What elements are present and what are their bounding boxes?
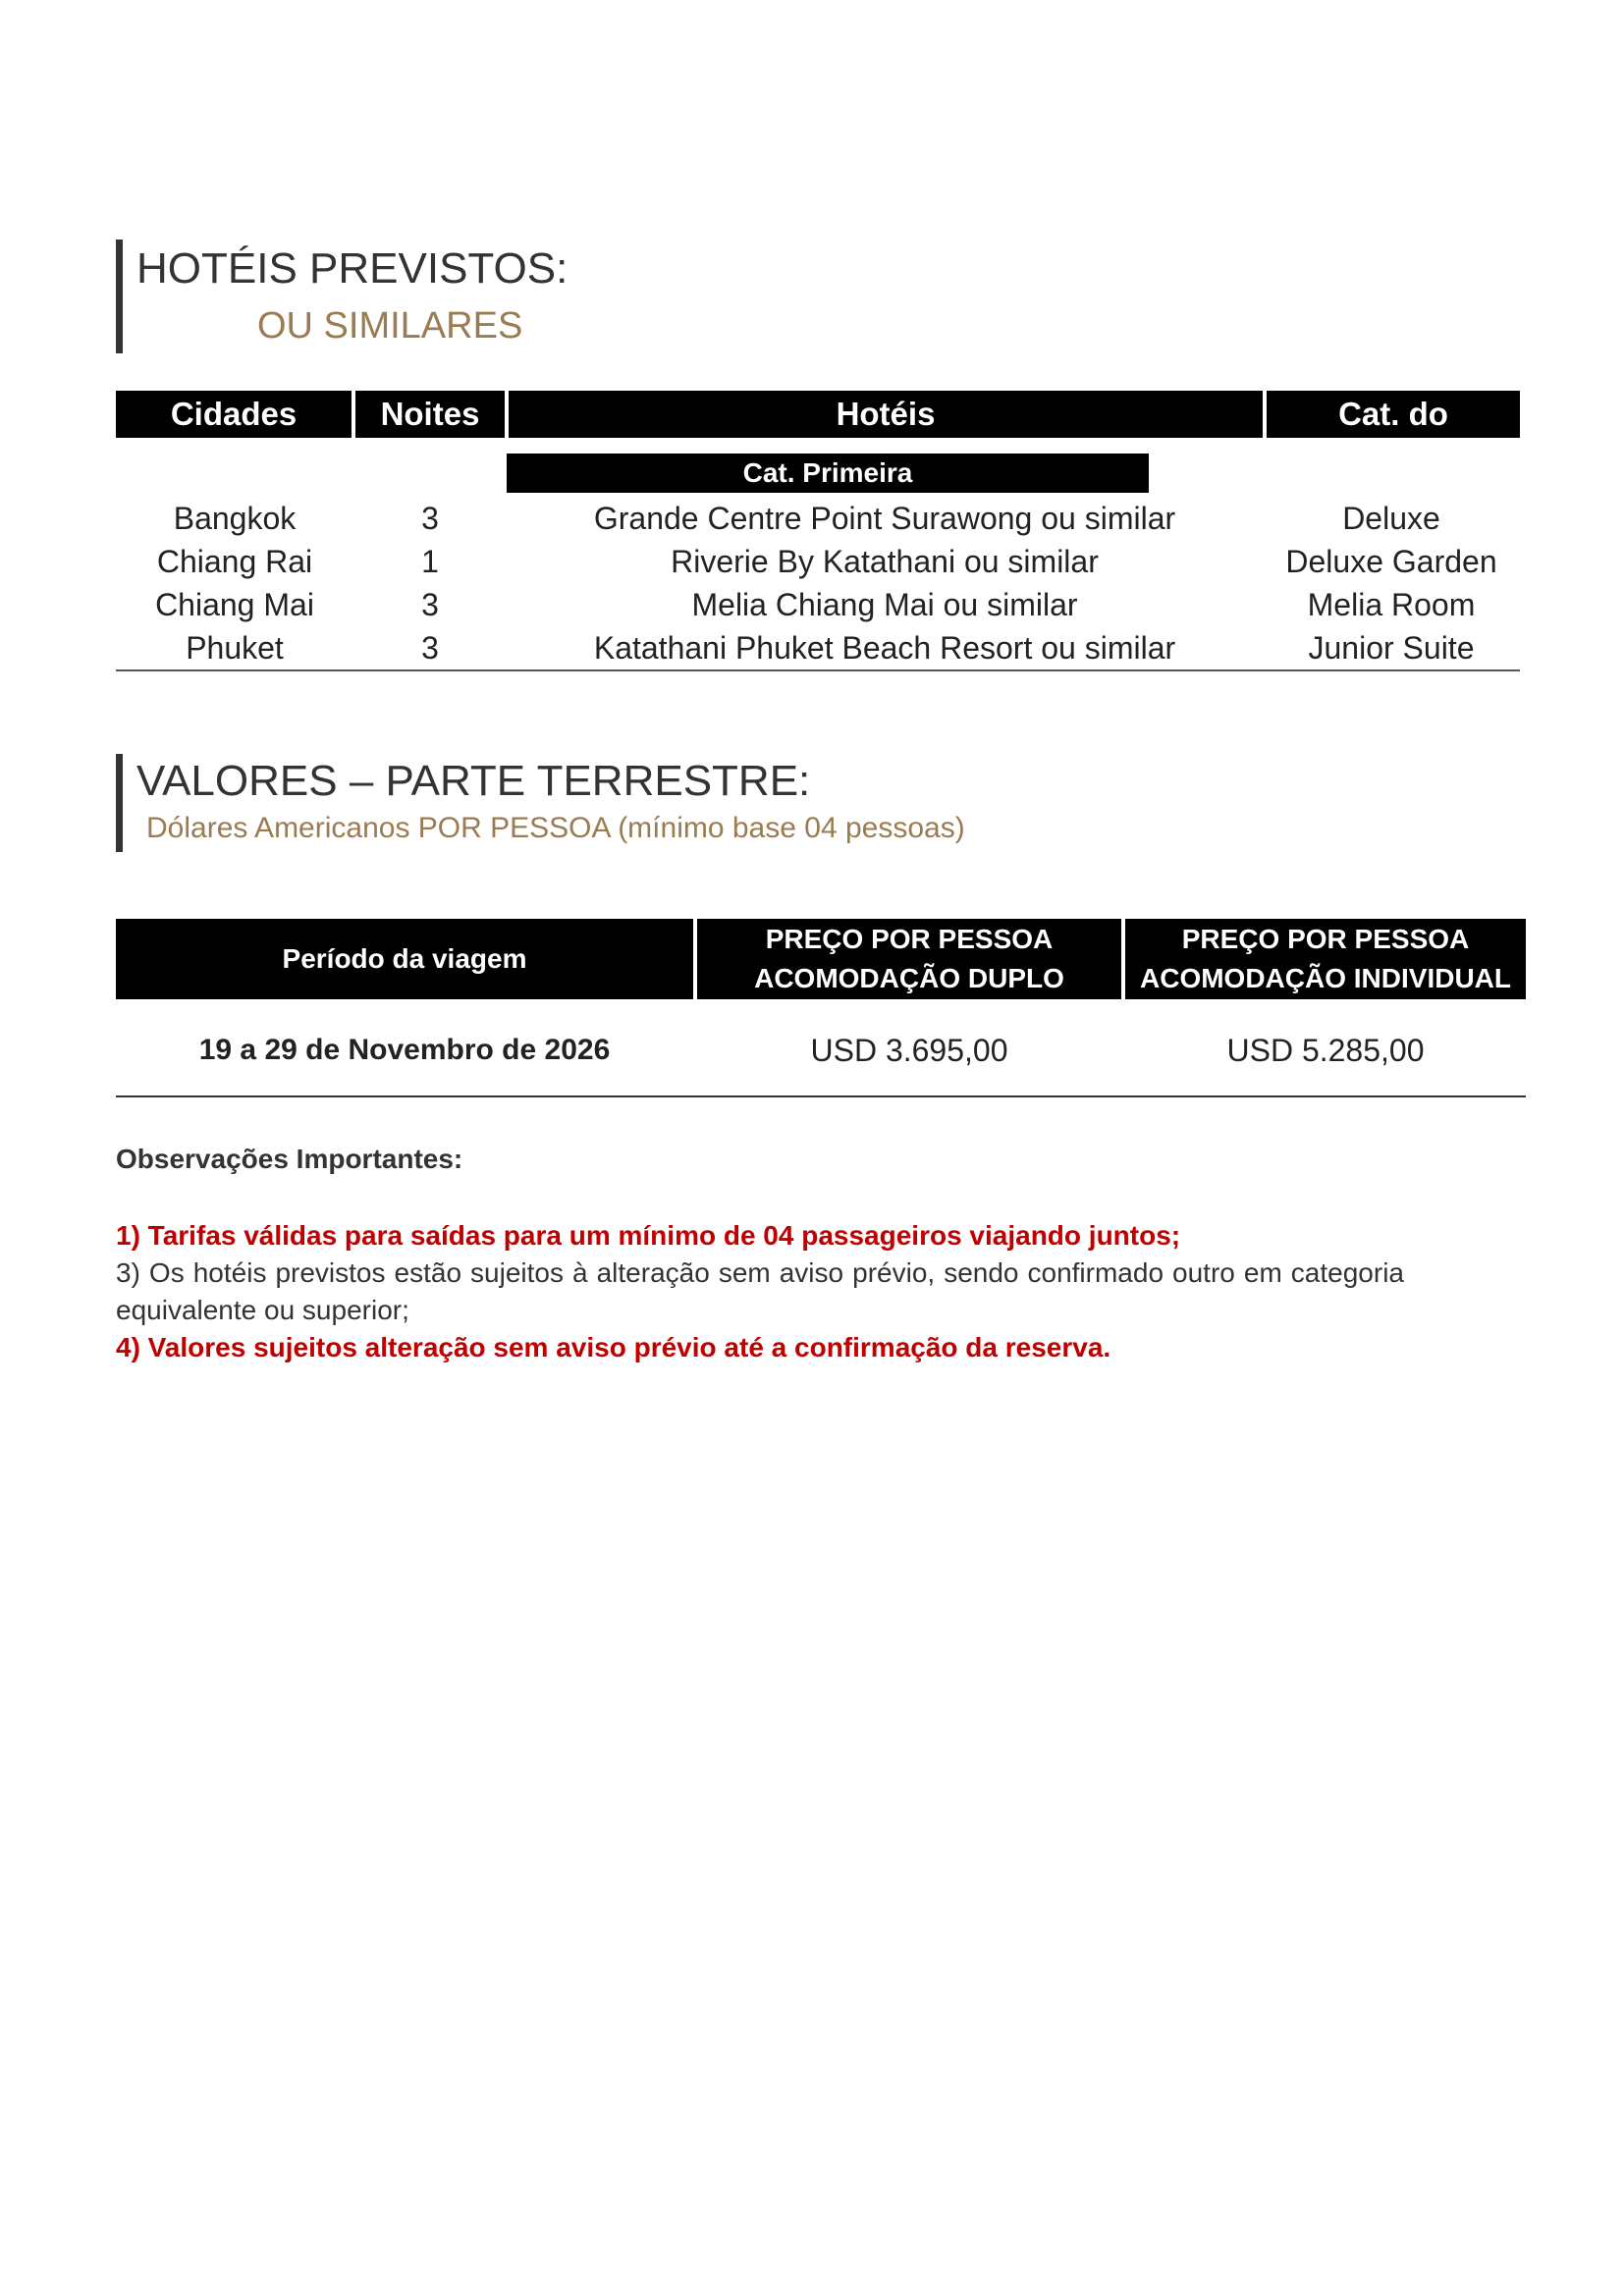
table-row — [116, 540, 1520, 583]
city-cell: Bangkok — [173, 501, 297, 536]
values-subtitle: Dólares Americanos POR PESSOA (mínimo base 04 pessoas) — [146, 812, 965, 844]
city-cell: Chiang Mai — [155, 587, 314, 622]
nights-cell: 3 — [421, 501, 439, 536]
column-header-room-category: Cat. do Apartamento — [1267, 391, 1520, 438]
room-category-cell: Melia Room — [1307, 587, 1476, 622]
hotels-section-heading — [116, 240, 568, 353]
notes-title: Observações Importantes: — [116, 1144, 463, 1174]
values-section-heading — [116, 754, 965, 852]
city-cell: Chiang Rai — [156, 544, 313, 579]
single-header-line2: ACOMODAÇÃO INDIVIDUAL — [1140, 963, 1511, 993]
table-row — [116, 583, 1520, 626]
column-header-double-price — [697, 919, 1121, 999]
price-table-header — [116, 919, 1526, 999]
single-price-cell: USD 5.285,00 — [1226, 1033, 1425, 1068]
hotels-subtitle: OU SIMILARES — [257, 305, 523, 347]
hotel-cell: Grande Centre Point Surawong ou similar — [593, 501, 1176, 536]
note-4: 4) Valores sujeitos alteração sem aviso prévio até a confirmação da reserva. — [116, 1332, 1111, 1362]
room-category-cell: Deluxe Garden — [1285, 544, 1497, 579]
double-price-cell: USD 3.695,00 — [810, 1033, 1008, 1068]
note-1: 1) Tarifas válidas para saídas para um mínimo de 04 passageiros viajando juntos; — [116, 1220, 1181, 1251]
table-row — [116, 1021, 1526, 1080]
hotels-title: HOTÉIS PREVISTOS: — [136, 244, 568, 293]
hotels-table-bottom-rule — [116, 669, 1520, 671]
column-header-cities: Cidades — [116, 391, 352, 438]
column-header-period — [116, 919, 693, 999]
single-header-line1: PREÇO POR PESSOA — [1181, 924, 1470, 954]
table-row — [116, 497, 1520, 540]
travel-period-cell: 19 a 29 de Novembro de 2026 — [198, 1034, 611, 1066]
double-header-line1: PREÇO POR PESSOA — [765, 924, 1054, 954]
city-cell: Phuket — [186, 630, 284, 666]
table-row — [116, 626, 1520, 669]
values-title: VALORES – PARTE TERRESTRE: — [136, 757, 811, 805]
nights-cell: 3 — [421, 587, 439, 622]
hotel-cell: Riverie By Katathani ou similar — [671, 544, 1099, 579]
price-table-bottom-rule — [116, 1095, 1526, 1097]
nights-cell: 1 — [421, 544, 439, 579]
important-notes — [116, 1141, 1404, 1366]
nights-cell: 3 — [421, 630, 439, 666]
hotel-cell: Katathani Phuket Beach Resort ou similar — [593, 630, 1176, 666]
column-header-nights: Noites — [355, 391, 505, 438]
column-header-single-price — [1125, 919, 1526, 999]
room-category-cell: Deluxe — [1342, 501, 1440, 536]
hotel-cell: Melia Chiang Mai ou similar — [691, 587, 1078, 622]
note-3: 3) Os hotéis previstos estão sujeitos à alteração sem aviso prévio, sendo confirmado outro em categoria equivalente ou superior; — [116, 1257, 1404, 1325]
column-header-hotels: Hotéis — [509, 391, 1263, 438]
double-header-line2: ACOMODAÇÃO DUPLO — [754, 963, 1064, 993]
hotel-category-band: Cat. Primeira — [507, 454, 1149, 493]
room-category-cell: Junior Suite — [1308, 630, 1475, 666]
period-header-label: Período da viagem — [282, 943, 527, 974]
